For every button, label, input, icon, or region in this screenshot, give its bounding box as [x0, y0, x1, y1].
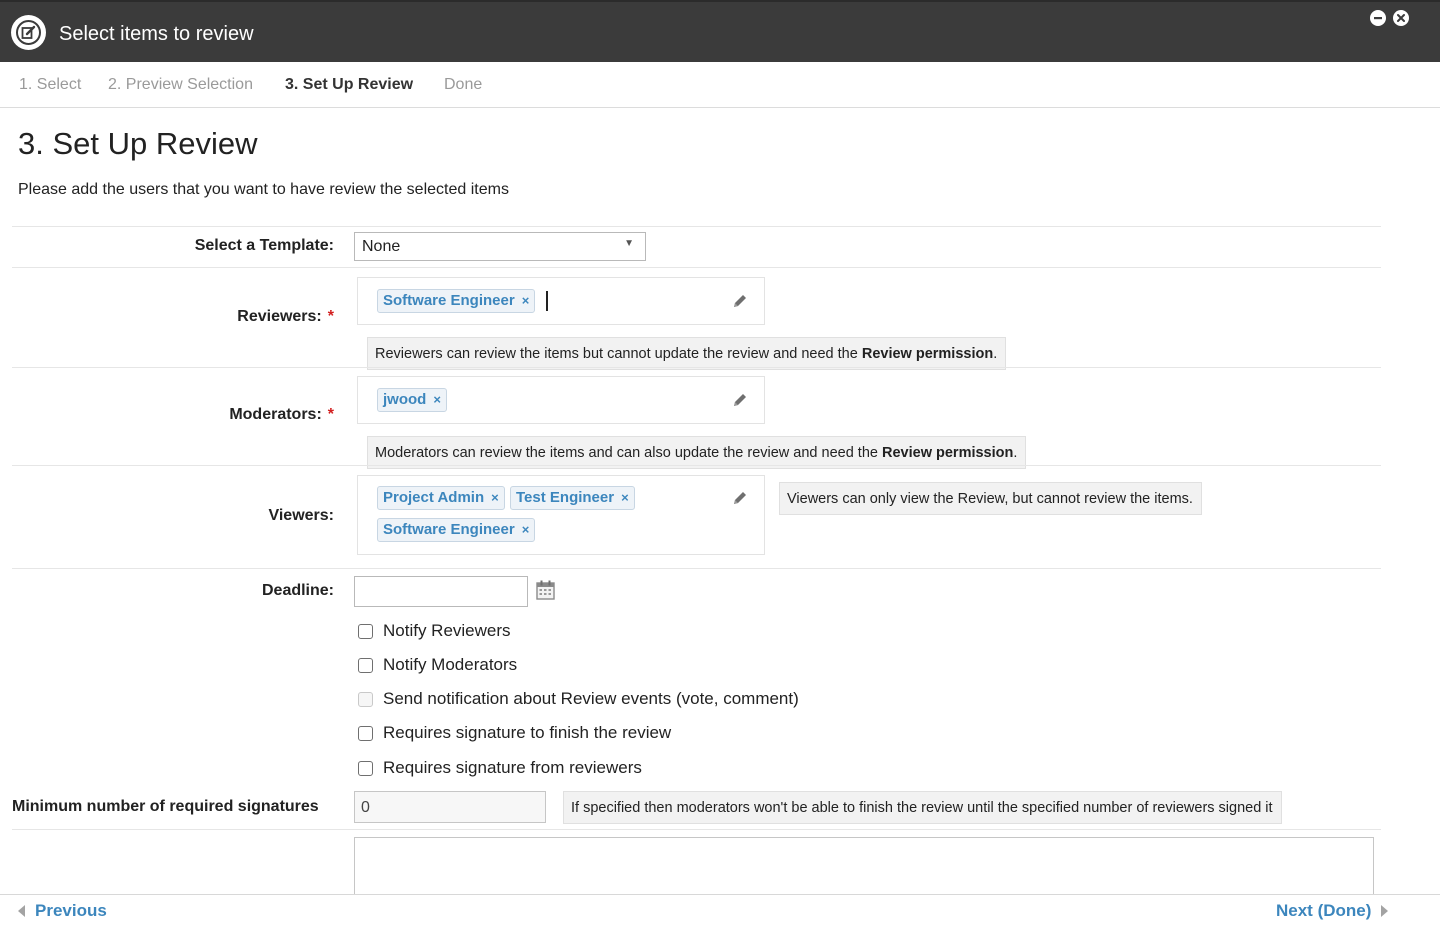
text-cursor [546, 291, 548, 311]
min-signatures-input[interactable] [354, 791, 546, 823]
calendar-icon[interactable] [536, 580, 555, 600]
notify-moderators-option[interactable] [358, 654, 517, 676]
previous-button[interactable] [18, 901, 107, 921]
notify-moderators-label: Notify Moderators [383, 655, 518, 674]
viewer-tag[interactable] [377, 518, 535, 542]
pencil-icon[interactable] [731, 489, 749, 507]
divider [12, 465, 1381, 466]
page-description: Please add the users that you want to have review the selected items [18, 181, 509, 198]
remove-tag-icon[interactable]: × [621, 490, 629, 505]
next-done-button[interactable] [1276, 901, 1388, 921]
previous-button-label: Previous [35, 901, 107, 920]
min-signatures-hint: If specified then moderators won't be able to finish the review until the specified number of reviewers signed it [563, 791, 1282, 824]
dropdown-arrow-icon: ▼ [624, 238, 634, 249]
divider [12, 829, 1381, 830]
reviewers-hint-end: . [993, 346, 998, 362]
requires-signature-finish-label: Requires signature to finish the review [383, 723, 672, 742]
step-done: Done [444, 76, 483, 93]
notify-reviewers-option[interactable] [358, 620, 511, 642]
send-notification-label: Send notification about Review events (vote, comment) [383, 689, 799, 708]
min-signatures-label: Minimum number of required signatures [12, 798, 319, 815]
send-notification-option [358, 688, 799, 710]
viewers-label: Viewers: [268, 507, 334, 524]
remove-tag-icon[interactable]: × [433, 392, 441, 407]
viewer-tag-label: Project Admin [383, 489, 485, 506]
chevron-right-icon [1381, 905, 1388, 917]
notify-reviewers-checkbox[interactable] [358, 624, 373, 639]
step-preview-selection[interactable]: 2. Preview Selection [108, 76, 253, 93]
window-title: Select items to review [59, 23, 254, 45]
viewer-tag-label: Test Engineer [516, 489, 615, 506]
deadline-input[interactable] [354, 576, 528, 607]
viewer-tag[interactable] [510, 486, 635, 510]
pencil-icon[interactable] [731, 391, 749, 409]
close-icon[interactable] [1393, 10, 1409, 26]
min-signatures-value: 0 [361, 799, 370, 816]
requires-signature-finish-option[interactable] [358, 722, 671, 744]
reviewer-tag[interactable] [377, 289, 535, 313]
minimize-icon[interactable] [1370, 10, 1386, 26]
moderators-hint-text: Moderators can review the items and can also update the review and need the [375, 445, 882, 461]
moderators-field[interactable] [357, 376, 765, 424]
deadline-label: Deadline: [261, 582, 334, 599]
moderator-tag-label: jwood [383, 391, 427, 408]
chevron-left-icon [18, 905, 25, 917]
step-set-up-review: 3. Set Up Review [285, 76, 414, 93]
requires-signature-reviewers-checkbox[interactable] [358, 761, 373, 776]
viewer-tag[interactable] [377, 486, 505, 510]
reviewers-label-text: Reviewers: [237, 308, 322, 325]
moderators-label-text: Moderators: [229, 406, 322, 423]
pencil-icon[interactable] [731, 292, 749, 310]
moderators-hint-bold: Review permission [882, 445, 1014, 461]
reviewers-hint-text: Reviewers can review the items but cannot update the review and need the [375, 346, 862, 362]
page-title: 3. Set Up Review [18, 126, 258, 161]
required-marker: * [327, 406, 334, 423]
required-marker: * [327, 308, 334, 325]
viewers-hint: Viewers can only view the Review, but cannot review the items. [779, 482, 1202, 515]
divider [12, 367, 1381, 368]
reviewers-hint [367, 337, 1006, 370]
requires-signature-reviewers-label: Requires signature from reviewers [383, 758, 642, 777]
send-notification-checkbox [358, 692, 373, 707]
reviewers-field[interactable] [357, 277, 765, 325]
requires-signature-reviewers-option[interactable] [358, 757, 642, 779]
window-titlebar [0, 0, 1440, 62]
reviewers-hint-bold: Review permission [861, 346, 994, 362]
wizard-footer [0, 894, 1440, 925]
moderators-label [229, 405, 334, 425]
comment-textarea[interactable] [354, 837, 1374, 899]
remove-tag-icon[interactable]: × [491, 490, 499, 505]
template-select[interactable] [354, 232, 646, 261]
reviewers-label [237, 307, 334, 327]
moderator-tag[interactable] [377, 388, 447, 412]
remove-tag-icon[interactable]: × [521, 522, 530, 537]
divider [12, 568, 1381, 569]
step-select[interactable]: 1. Select [19, 76, 82, 93]
notify-reviewers-label: Notify Reviewers [383, 621, 511, 640]
notify-moderators-checkbox[interactable] [358, 658, 373, 673]
requires-signature-finish-checkbox[interactable] [358, 726, 373, 741]
remove-tag-icon[interactable]: × [521, 293, 530, 308]
template-label: Select a Template: [194, 237, 334, 254]
reviewer-tag-label: Software Engineer [383, 292, 515, 309]
viewers-field[interactable] [357, 475, 765, 555]
divider [12, 226, 1381, 227]
template-select-value: None [362, 238, 401, 255]
next-button-label: Next (Done) [1276, 901, 1372, 920]
divider [12, 267, 1381, 268]
moderators-hint-end: . [1013, 445, 1018, 461]
viewer-tag-label: Software Engineer [383, 521, 515, 538]
edit-logo-icon [11, 15, 46, 50]
wizard-steps [0, 62, 1440, 108]
